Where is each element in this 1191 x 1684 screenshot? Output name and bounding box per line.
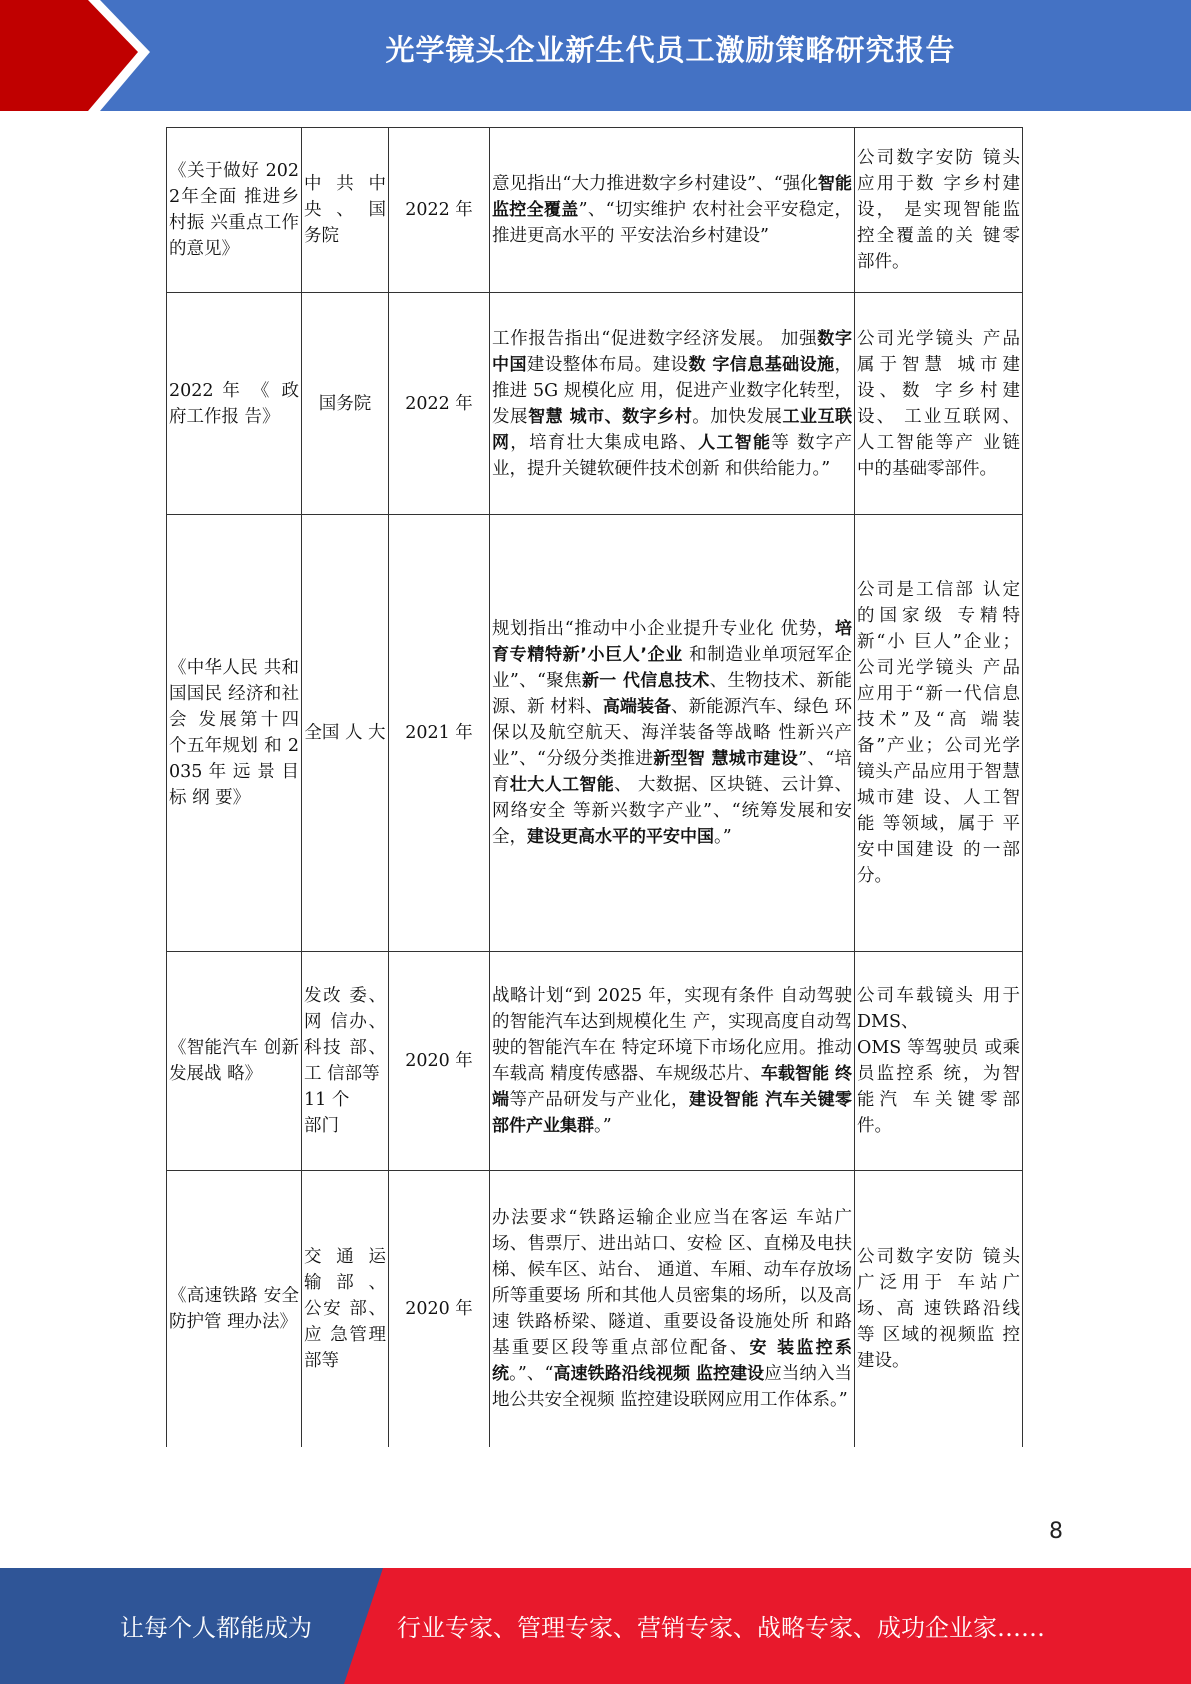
policy-table [166,127,1023,1447]
page-header [0,0,1191,111]
company-relevance-cell: 公司数字安防 镜头应用于数 字乡村建设， 是实现智能监 控全覆盖的关 键零部件。 [855,128,1023,293]
year-cell: 2022 年 [389,128,490,293]
company-relevance-cell: 公司车载镜头 用于 DMS、 OMS 等驾驶员 或乘员监控系 统，为智能汽 车关键零部 件。 [855,952,1023,1171]
table-row [167,1171,1023,1447]
policy-name-cell: 《中华人民 共和国国民 经济和社会 发展第十四 个五年规划 和 2035 年 远 景 目 标 纲 要》 [167,515,302,952]
issuer-cell: 中 共 中 央 、 国 务院 [302,128,389,293]
policy-content-cell: 工作报告指出“促进数字经济发展。 加强数字中国建设整体布局。建设数 字信息基础设施，推进 5G 规模化应 用，促进产业数字化转型，发展智慧 城市、数字乡村。加快发展工业互联 网，培育壮大集成电路、人工智能等 数字产业，提升关键软硬件技术创新 和供给能力。” [490,293,855,515]
policy-content-cell: 意见指出“大力推进数字乡村建设”、“强化智能监控全覆盖”、“切实维护 农村社会平安稳定，推进更高水平的 平安法治乡村建设” [490,128,855,293]
policy-name-cell: 《关于做好 2022年全面 推进乡村振 兴重点工作 的意见》 [167,128,302,293]
year-cell: 2021 年 [389,515,490,952]
page-footer [0,1568,1191,1684]
page-title: 光学镜头企业新生代员工激励策略研究报告 [385,33,956,67]
issuer-cell: 国务院 [302,293,389,515]
table-row [167,128,1023,293]
policy-name-cell: 《高速铁路 安全防护管 理办法》 [167,1171,302,1447]
company-relevance-cell: 公司是工信部 认定的国家级 专精特新“小 巨人”企业； 公司光学镜头 产品应用于“新一代信息 技术”及“高 端装备”产业；公司光学 镜头产品应用于智慧城市建 设、人工智能 等领域，属于 平安中国建设 的一部分。 [855,515,1023,952]
footer-slogan-right: 行业专家、管理专家、营销专家、战略专家、成功企业家…… [397,1614,1045,1642]
issuer-cell: 全国 人 大 [302,515,389,952]
issuer-cell: 发改 委、网 信办、科技 部、工 信部等 11 个 部门 [302,952,389,1171]
company-relevance-cell: 公司数字安防 镜头广泛用于 车站广场、高 速铁路沿线等 区域的视频监 控建设。 [855,1171,1023,1447]
page-number: 8 [1049,1519,1063,1544]
policy-name-cell: 《智能汽车 创新发展战 略》 [167,952,302,1171]
policy-content-cell: 战略计划“到 2025 年，实现有条件 自动驾驶的智能汽车达到规模化生 产，实现高度自动驾驶的智能汽车在 特定环境下市场化应用。推动车载高 精度传感器、车规级芯片、车载智能 终端等产品研发与产业化，建设智能 汽车关键零部件产业集群。” [490,952,855,1171]
company-relevance-cell: 公司光学镜头 产品属于智慧 城市建设、数 字乡村建设、 工业互联网、 人工智能等产 业链中的基础零部件。 [855,293,1023,515]
policy-content-cell: 规划指出“推动中小企业提升专业化 优势，培育专精特新’小巨人’企业 和制造业单项冠军企业”、“聚焦新一 代信息技术、生物技术、新能源、新 材料、高端装备、新能源汽车、绿色 环保以及航空航天、海洋装备等战略 性新兴产业”、“分级分类推进新型智 慧城市建设”、“培育壮大人工智能、 大数据、区块链、云计算、网络安全 等新兴数字产业”、“统筹发展和安 全，建设更高水平的平安中国。” [490,515,855,952]
table-row [167,293,1023,515]
footer-slogan-left: 让每个人都能成为 [120,1614,312,1642]
table-row [167,515,1023,952]
policy-name-cell: 2022 年 《 政府工作报 告》 [167,293,302,515]
policy-content-cell: 办法要求“铁路运输企业应当在客运 车站广场、售票厅、进出站口、安检 区、直梯及电扶梯、候车区、站台、 通道、车厢、动车存放场所等重要场 所和其他人员密集的场所，以及高速 铁路桥梁、隧道、重要设备设施处所 和路基重要区段等重点部位配备、安 装监控系统。”、“高速铁路沿线视频 监控建设应当纳入当地公共安全视频 监控建设联网应用工作体系。” [490,1171,855,1447]
issuer-cell: 交 通 运 输 部 、 公安 部、应 急管理 部等 [302,1171,389,1447]
table-row [167,952,1023,1171]
year-cell: 2020 年 [389,1171,490,1447]
year-cell: 2020 年 [389,952,490,1171]
year-cell: 2022 年 [389,293,490,515]
